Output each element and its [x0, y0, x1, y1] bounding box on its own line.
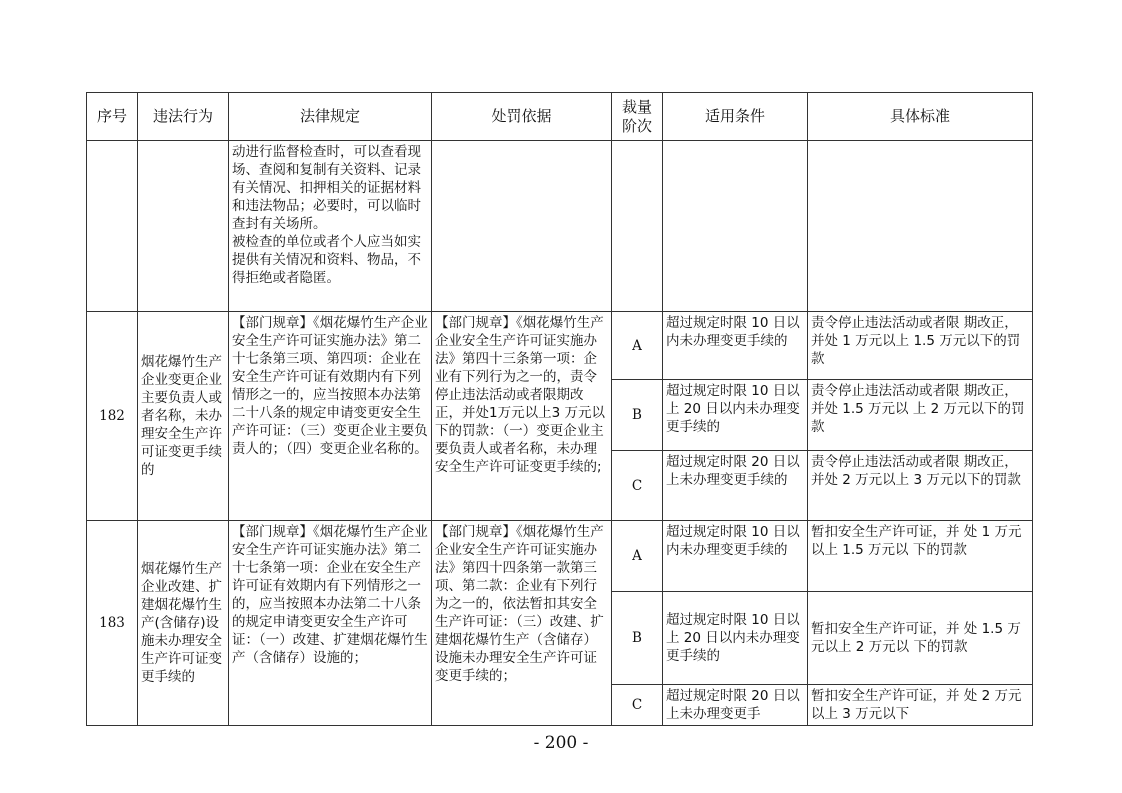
level-c: C — [612, 685, 663, 726]
cont-level-cell — [612, 141, 663, 312]
condition-c: 超过规定时限 20 日以上未办理变更手 — [663, 685, 808, 726]
row-violation: 烟花爆竹生产企业变更企业主要负责人或者名称，未办理安全生产许可证变更手续的 — [138, 312, 229, 521]
level-b: B — [612, 380, 663, 451]
cont-law-cell: 动进行监督检查时，可以查看现场、查阅和复制有关资料、记录有关情况、扣押相关的证据材料和违法物品；必要时，可以临时查封有关场所。 被检查的单位或者个人应当如实提供有关情况和资料、物品，不得拒绝或者隐匿。 — [229, 141, 432, 312]
row-violation: 烟花爆竹生产企业改建、扩建烟花爆竹生产(含储存)设施未办理安全生产许可证变更手续的 — [138, 521, 229, 726]
header-level: 裁量 阶次 — [612, 93, 663, 141]
header-law: 法律规定 — [229, 93, 432, 141]
condition-c: 超过规定时限 20 日以上未办理变更手续的 — [663, 451, 808, 521]
standard-a: 责令停止违法活动或者限 期改正，并处 1 万元以上 1.5 万元以下的罚款 — [808, 312, 1033, 380]
row-seq: 182 — [87, 312, 138, 521]
table-row — [87, 521, 1033, 592]
condition-b: 超过规定时限 10 日以上 20 日以内未办理变更手续的 — [663, 380, 808, 451]
standard-b: 责令停止违法活动或者限 期改正，并处 1.5 万元以 上 2 万元以下的罚款 — [808, 380, 1033, 451]
cont-seq-cell — [87, 141, 138, 312]
condition-b: 超过规定时限 10 日以上 20 日以内未办理变更手续的 — [663, 592, 808, 685]
page-number: - 200 - — [533, 733, 589, 753]
row-law: 【部门规章】《烟花爆竹生产企业安全生产许可证实施办法》第二十七条第一项：企业在安全生产许可证有效期内有下列情形之一的，应当按照本办法第二十八条的规定申请变更安全生产许可证：（一）改建、扩建烟花爆竹生产（含储存）设施的； — [229, 521, 432, 726]
condition-a: 超过规定时限 10 日以内未办理变更手续的 — [663, 312, 808, 380]
header-standard: 具体标准 — [808, 93, 1033, 141]
header-seq: 序号 — [87, 93, 138, 141]
level-b: B — [612, 592, 663, 685]
level-a: A — [612, 521, 663, 592]
standard-a: 暂扣安全生产许可证，并 处 1 万元以上 1.5 万元以 下的罚款 — [808, 521, 1033, 592]
cont-basis-cell — [432, 141, 612, 312]
table-row — [87, 312, 1033, 380]
standard-c: 责令停止违法活动或者限 期改正，并处 2 万元以上 3 万元以下的罚款 — [808, 451, 1033, 521]
header-basis: 处罚依据 — [432, 93, 612, 141]
cont-violation-cell — [138, 141, 229, 312]
level-a: A — [612, 312, 663, 380]
cont-condition-cell — [663, 141, 808, 312]
continuation-row — [87, 141, 1033, 312]
header-row — [87, 93, 1033, 141]
row-law: 【部门规章】《烟花爆竹生产企业安全生产许可证实施办法》第二十七条第三项、第四项：企业在安全生产许可证有效期内有下列情形之一的，应当按照本办法第二十八条的规定申请变更安全生产许可证：（三）变更企业主要负责人的；（四）变更企业名称的。 — [229, 312, 432, 521]
standard-b: 暂扣安全生产许可证，并 处 1.5 万元以上 2 万元以 下的罚款 — [808, 592, 1033, 685]
header-condition: 适用条件 — [663, 93, 808, 141]
row-seq: 183 — [87, 521, 138, 726]
condition-a: 超过规定时限 10 日以内未办理变更手续的 — [663, 521, 808, 592]
standard-c: 暂扣安全生产许可证，并 处 2 万元以上 3 万元以下 — [808, 685, 1033, 726]
row-basis: 【部门规章】《烟花爆竹生产企业安全生产许可证实施办法》第四十四条第一款第三项、第二款：企业有下列行为之一的，依法暂扣其安全生产许可证：（三）改建、扩建烟花爆竹生产（含储存）设施未办理安全生产许可证变更手续的； — [432, 521, 612, 726]
penalty-standards-table — [86, 92, 1033, 726]
level-c: C — [612, 451, 663, 521]
cont-standard-cell — [808, 141, 1033, 312]
header-violation: 违法行为 — [138, 93, 229, 141]
row-basis: 【部门规章】《烟花爆竹生产企业安全生产许可证实施办法》第四十三条第一项：企业有下列行为之一的，责令停止违法活动或者限期改正，并处1万元以上3 万元以下的罚款：（一）变更企业主要负责人或者名称，未办理安全生产许可证变更手续的; — [432, 312, 612, 521]
